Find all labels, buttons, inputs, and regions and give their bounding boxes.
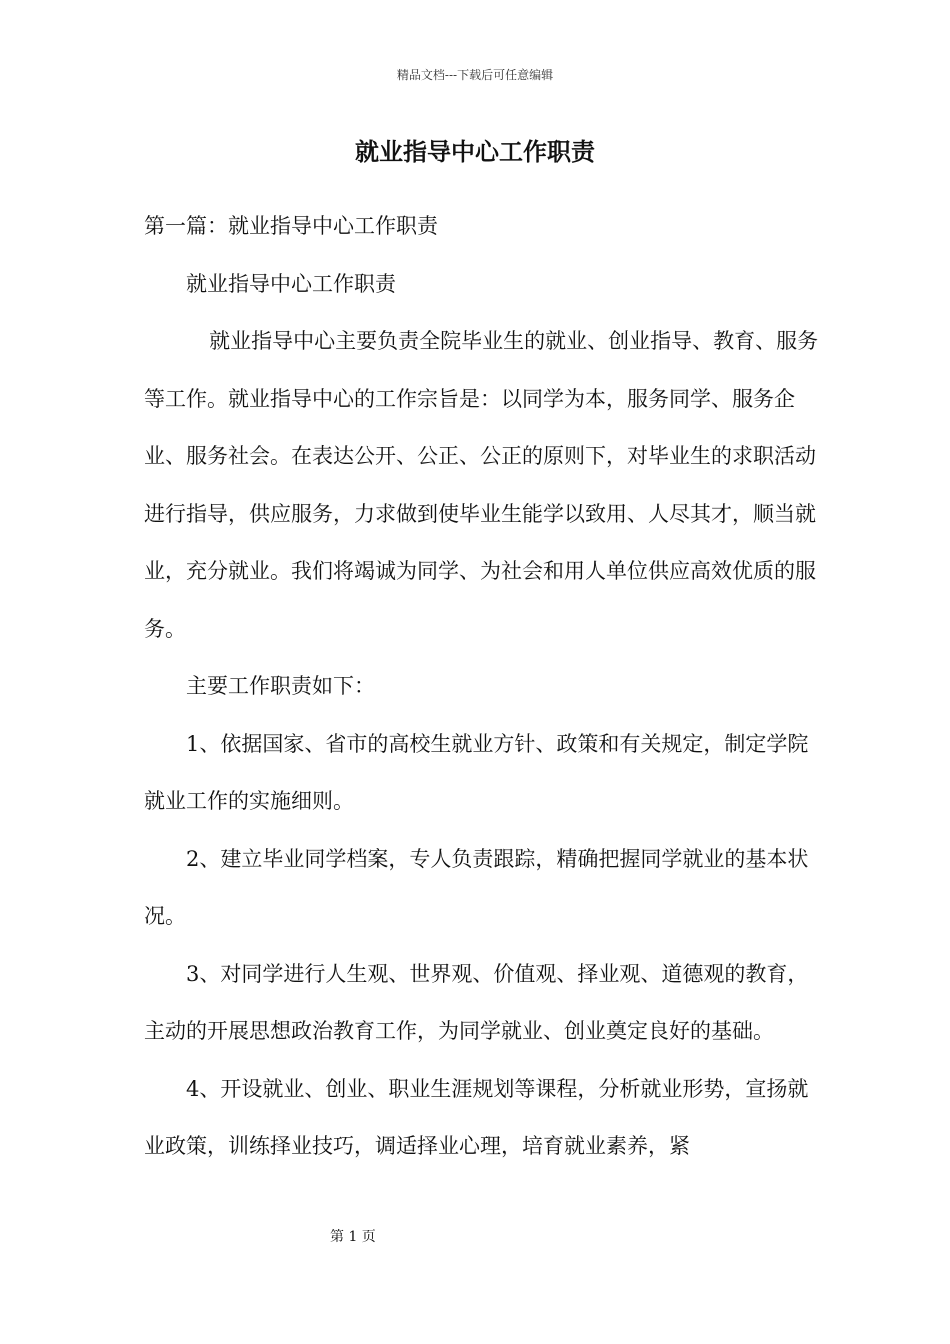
header-note: 精品文档---下载后可任意编辑 — [396, 68, 554, 82]
duties-heading: 主要工作职责如下： — [186, 674, 375, 698]
page-number: 第 1 页 — [330, 1229, 376, 1245]
document-body — [144, 198, 824, 1176]
duty-item-4: 4、开设就业、创业、职业生涯规划等课程，分析就业形势，宣扬就业政策，训练择业技巧，调适择业心理，培育就业素养，紧 — [144, 1076, 809, 1158]
duty-item-1: 1、依据国家、省市的高校生就业方针、政策和有关规定，制定学院就业工作的实施细则。 — [144, 731, 809, 813]
intro-paragraph: 就业指导中心主要负责全院毕业生的就业、创业指导、教育、服务等工作。就业指导中心的工作宗旨是：以同学为本，服务同学、服务企业、服务社会。在表达公开、公正、公正的原则下，对毕业生的求职活动进行指导，供应服务，力求做到使毕业生能学以致用、人尽其才，顺当就业，充分就业。我们将竭诚为同学、为社会和用人单位供应高效优质的服务。 — [144, 329, 819, 641]
duty-item-2: 2、建立毕业同学档案，专人负责跟踪，精确把握同学就业的基本状况。 — [144, 846, 809, 928]
section-subtitle: 就业指导中心工作职责 — [186, 271, 396, 296]
duty-item-3: 3、对同学进行人生观、世界观、价值观、择业观、道德观的教育，主动的开展思想政治教育工作，为同学就业、创业奠定良好的基础。 — [144, 961, 809, 1043]
section-heading: 第一篇：就业指导中心工作职责 — [144, 214, 438, 238]
document-title: 就业指导中心工作职责 — [355, 137, 595, 166]
